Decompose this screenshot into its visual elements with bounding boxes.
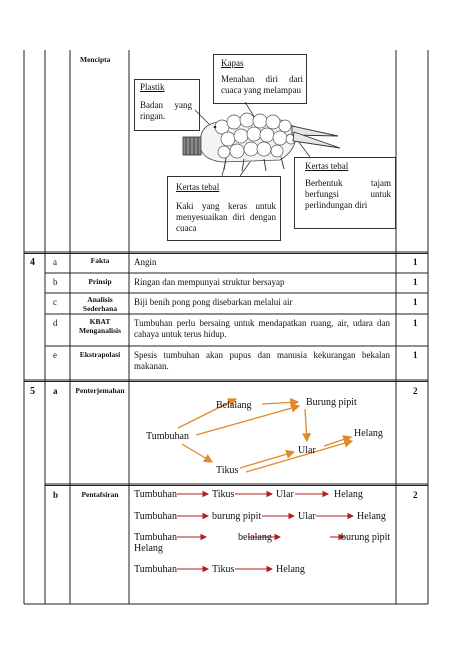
chain2-item3: Ular: [298, 511, 316, 522]
chain4-item1: Tumbuhan: [134, 564, 177, 575]
chain3-item2: belalang: [238, 532, 272, 543]
row-4c-letter: c: [53, 297, 57, 307]
row-4c-criterion: Analisis Sederhana: [82, 295, 118, 313]
food-web-tumbuhan: Tumbuhan: [146, 431, 189, 442]
plastik-title: Plastik: [140, 82, 165, 92]
row-4d-letter: d: [53, 318, 58, 328]
row-4e-letter: e: [53, 350, 57, 360]
row-4c-mark: 1: [413, 297, 418, 307]
row-4d-answer: Tumbuhan perlu bersaing untuk mendapatkan ruang, air, udara dan cahaya untuk terus hidup.: [134, 318, 390, 339]
food-web-helang: Helang: [354, 428, 383, 439]
chain4-item3: Helang: [276, 564, 305, 575]
criterion-mencipta: Mencipta: [80, 55, 111, 64]
kertas-kaki-text: Kaki yang keras untuk menyesuaikan diri dengan cuaca: [176, 201, 276, 233]
row-4a-mark: 1: [413, 257, 418, 267]
row-4a-criterion: Fakta: [90, 256, 110, 265]
chain3-item3: burung pipit: [341, 532, 391, 543]
row-4d-mark: 1: [413, 318, 418, 328]
row-5a-mark: 2: [413, 386, 418, 396]
kertas-duri-text: Berbentuk tajam berfungsi untuk perlindungan diri: [305, 178, 391, 210]
row-4b-answer: Ringan dan mempunyai struktur bersayap: [134, 277, 285, 287]
plastik-text: Badan yang ringan.: [140, 100, 192, 121]
chain4-item2: Tikus: [212, 564, 235, 575]
food-web-burung-pipit: Burung pipit: [306, 397, 357, 408]
row-5a-criterion: Penterjemahan: [75, 386, 125, 395]
chain3-item4: Helang: [134, 543, 163, 554]
food-web-belalang: Belalang: [216, 400, 252, 411]
food-web-tikus: Tikus: [216, 465, 239, 476]
food-web-ular: Ular: [298, 445, 316, 456]
row-4c-answer: Biji benih pong pong disebarkan melalui air: [134, 297, 293, 307]
kertas-duri-title: Kertas tebal: [305, 161, 349, 171]
chain2-item4: Helang: [357, 511, 386, 522]
chain1-item2: Tikus: [212, 489, 235, 500]
chain1-item1: Tumbuhan: [134, 489, 177, 500]
kertas-kaki-title: Kertas tebal: [176, 182, 220, 192]
row-5a-letter: a: [53, 386, 58, 396]
chain1-item4: Helang: [334, 489, 363, 500]
question-number-4: 4: [30, 257, 35, 268]
row-4a-letter: a: [53, 257, 57, 267]
row-4a-answer: Angin: [134, 257, 157, 267]
row-4b-letter: b: [53, 277, 58, 287]
question-number-5: 5: [30, 386, 35, 397]
row-4e-criterion: Ekstrapolasi: [79, 350, 121, 359]
row-5b-criterion: Pentafsiran: [81, 490, 119, 499]
kapas-text: Menahan diri dari cuaca yang melampau: [221, 74, 303, 95]
row-4d-criterion: KBAT Menganalisis: [78, 317, 122, 335]
row-5b-mark: 2: [413, 490, 418, 500]
row-4b-criterion: Prinsip: [88, 277, 112, 286]
chain2-item1: Tumbuhan: [134, 511, 177, 522]
chain1-item3: Ular: [276, 489, 294, 500]
chain2-item2: burung pipit: [212, 511, 262, 522]
kapas-title: Kapas: [221, 58, 244, 68]
row-4e-answer: Spesis tumbuhan akan pupus dan manusia kekurangan bekalan makanan.: [134, 350, 390, 371]
row-4b-mark: 1: [413, 277, 418, 287]
row-4e-mark: 1: [413, 350, 418, 360]
row-5b-letter: b: [53, 490, 59, 500]
chain3-item1: Tumbuhan: [134, 532, 177, 543]
